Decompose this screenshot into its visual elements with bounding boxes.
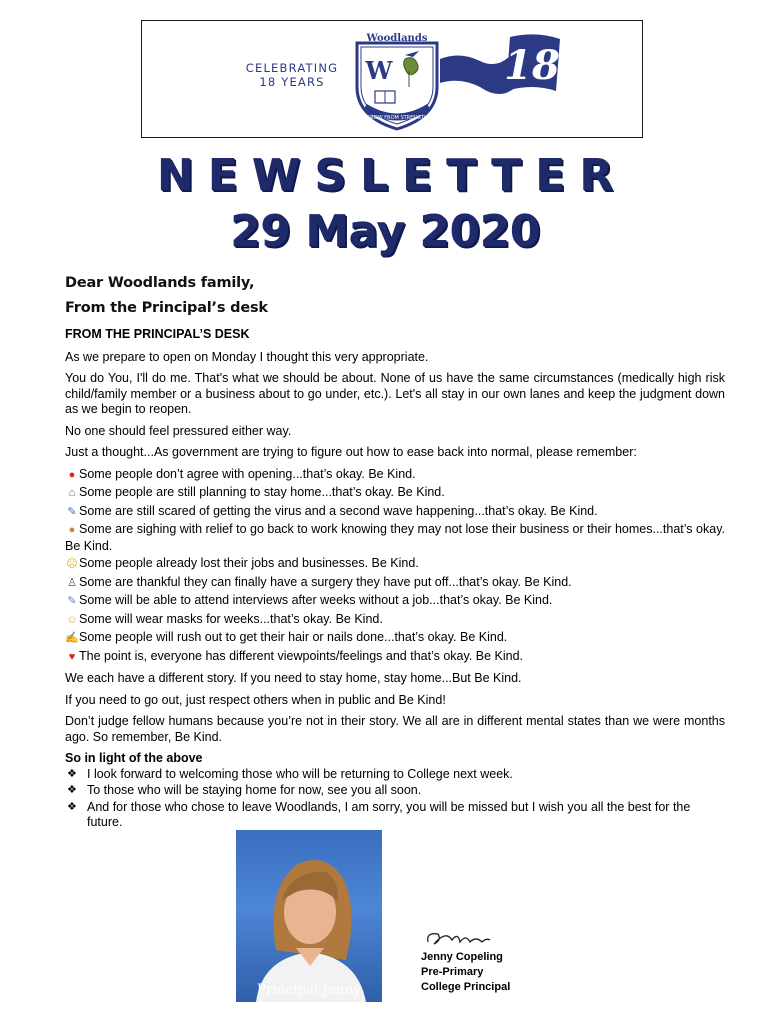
closing-bullet-item [65, 783, 725, 799]
heart-icon: ♥ [68, 650, 76, 663]
be-kind-item [65, 504, 725, 521]
be-kind-item [65, 575, 725, 592]
nail-polish-icon: ✍ [65, 632, 79, 644]
newsletter-title: NEWSLETTER [156, 150, 628, 201]
bullet-text: To those who will be staying home for now, see you all soon. [87, 783, 422, 797]
be-kind-item [65, 485, 725, 502]
closing-bullet-item [65, 800, 725, 831]
flag-number: 18 [504, 42, 560, 89]
signoff-role: Pre-Primary [421, 966, 484, 978]
paragraph: No one should feel pressured either way. [65, 423, 292, 438]
be-kind-text: Some are thankful they can finally have a surgery they have put off...that’s okay. Be Kind. [79, 574, 572, 589]
celebrating-line: CELEBRATING [245, 61, 339, 75]
salutation: Dear Woodlands family, [65, 275, 255, 291]
be-kind-item [65, 630, 725, 647]
signoff-name: Jenny Copeling [421, 951, 503, 963]
subheading: So in light of the above [65, 751, 203, 765]
be-kind-text: Some will be able to attend interviews after weeks without a job...that’s okay. Be Kind. [79, 593, 553, 607]
be-kind-item [65, 612, 725, 629]
paragraph: If you need to go out, just respect others when in public and Be Kind! [65, 692, 446, 707]
sad-face-icon: ☹ [66, 558, 78, 570]
header-banner [141, 20, 643, 138]
closing-bullet-item [65, 767, 725, 783]
flag-18-graphic [440, 31, 560, 101]
memo-icon: ✎ [67, 595, 77, 607]
be-kind-list [65, 467, 725, 666]
red-circle-icon: ● [68, 468, 76, 481]
crest-motto: GROW FROM STRENGTH [366, 115, 428, 121]
paragraph: Don’t judge fellow humans because you’re not in their story. We all are in different mental states than we were months ago. So remember, Be Kind. [65, 714, 725, 744]
principal-photo [236, 830, 382, 1002]
be-kind-text: The point is, everyone has different viewpoints/feelings and that’s okay. Be Kind. [79, 648, 524, 663]
bullet-text: And for those who chose to leave Woodlands, I am sorry, you will be missed but I wish you all the best for the future. [87, 799, 691, 829]
be-kind-item [65, 649, 725, 666]
be-kind-item [65, 593, 725, 610]
be-kind-item [65, 522, 725, 554]
paragraph: As we prepare to open on Monday I thought this very appropriate. [65, 349, 429, 364]
moneybag-icon: ● [68, 524, 76, 536]
mask-face-icon: ☺ [66, 613, 78, 626]
diamond-bullet-icon: ❖ [67, 784, 77, 796]
house-icon: ⌂ [68, 487, 76, 499]
bullet-text: I look forward to welcoming those who will be returning to College next week. [87, 766, 513, 781]
paragraph: You do You, I'll do me. That's what we should be about. None of us have the same circumstances (medically high risk child/family member or a business about to go under, etc.). Let's all stay in our own lanes and keep the judgment down as we begin to reopen. [65, 371, 725, 416]
crest-letter: W [365, 56, 393, 85]
body-heading: FROM THE PRINCIPAL’S DESK [65, 327, 250, 341]
paragraph: We each have a different story. If you need to stay home, stay home...But Be Kind. [65, 671, 522, 685]
letter-body [65, 327, 725, 832]
woodlands-crest-logo [347, 29, 447, 133]
photo-caption: Principal Jenny [256, 982, 362, 998]
celebrating-text [236, 61, 348, 89]
be-kind-text: Some people are still planning to stay home...that’s okay. Be Kind. [79, 485, 445, 499]
newsletter-date: 29 May 2020 [230, 206, 540, 257]
be-kind-text: Some people will rush out to get their hair or nails done...that’s okay. Be Kind. [79, 630, 508, 644]
diamond-bullet-icon: ❖ [67, 767, 77, 780]
be-kind-item [65, 467, 725, 484]
doctor-icon: ♙ [67, 576, 77, 589]
diamond-bullet-icon: ❖ [67, 800, 77, 813]
be-kind-text: Some are still scared of getting the virus and a second wave happening...that’s okay. Be Kind. [79, 503, 598, 518]
signoff-title: College Principal [421, 981, 511, 993]
crest-name: Woodlands [366, 33, 428, 44]
signoff-block [421, 950, 510, 995]
paragraph: Just a thought...As government are trying to figure out how to ease back into normal, please remember: [65, 445, 637, 459]
be-kind-text: Some people already lost their jobs and businesses. Be Kind. [79, 556, 419, 570]
be-kind-text: Some will wear masks for weeks...that’s okay. Be Kind. [79, 611, 383, 626]
closing-bullet-list [65, 767, 725, 831]
be-kind-text: Some are sighing with relief to go back to work knowing they may not lose their business or their homes...that’s okay. Be Kind. [65, 522, 725, 553]
syringe-icon: ✎ [67, 505, 77, 518]
section-heading: From the Principal’s desk [65, 300, 268, 316]
years-line: 18 YEARS [259, 75, 325, 89]
signature-image [424, 928, 494, 950]
portrait-illustration [236, 830, 382, 1002]
be-kind-text: Some people don’t agree with opening...that’s okay. Be Kind. [79, 466, 416, 481]
be-kind-item [65, 556, 725, 573]
